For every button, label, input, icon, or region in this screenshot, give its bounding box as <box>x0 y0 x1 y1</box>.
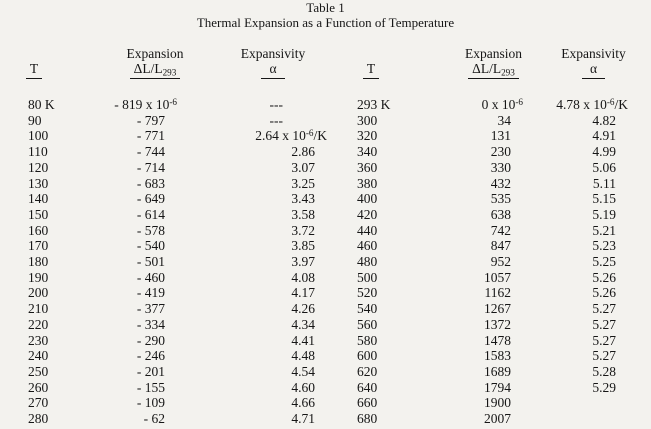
table-cell: - 578 <box>136 222 165 238</box>
table-cell: 4.08 <box>291 269 315 285</box>
table-cell: 535 <box>490 191 511 207</box>
table-cell: 847 <box>490 238 511 254</box>
table-cell: 80 K <box>28 97 55 112</box>
table-row <box>0 223 618 239</box>
header-expansion-right: Expansion <box>465 46 522 61</box>
table-cell: 500 <box>357 269 378 285</box>
table-cell: 5.27 <box>592 332 616 348</box>
table-cell: 420 <box>357 206 378 222</box>
table-cell: 160 <box>28 222 49 238</box>
table-cell: 230 <box>28 332 49 348</box>
table-row <box>0 364 618 380</box>
table-cell: 4.26 <box>291 301 315 317</box>
table-cell: 4.71 <box>291 411 315 427</box>
table-cell: 5.23 <box>592 238 616 254</box>
table-cell: 293 K <box>357 97 391 112</box>
table-cell: - 683 <box>136 175 165 191</box>
table-cell: 230 <box>490 144 511 160</box>
table-cell: - 201 <box>136 363 165 379</box>
table-cell: 2007 <box>484 411 511 427</box>
table-cell: 220 <box>28 316 49 332</box>
table-cell: 3.58 <box>291 206 315 222</box>
table-cell: 1794 <box>484 379 511 395</box>
header-alpha-left: α <box>198 61 348 97</box>
table-cell: 3.07 <box>291 159 315 175</box>
table-cell: 4.17 <box>291 285 315 301</box>
table-cell: 131 <box>490 128 511 144</box>
table-cell: 680 <box>357 411 378 427</box>
table-cell: 620 <box>357 363 378 379</box>
table-cell: 1900 <box>484 395 511 411</box>
table-cell: - 501 <box>136 254 165 270</box>
table-cell: 5.11 <box>592 175 616 191</box>
table-body <box>0 96 628 427</box>
table-cell: 1583 <box>484 348 511 364</box>
table-cell: 5.25 <box>592 254 616 270</box>
table-cell: - 334 <box>136 316 165 332</box>
table-cell: 952 <box>490 254 511 270</box>
table-cell: 4.41 <box>291 332 315 348</box>
table-cell: 4.66 <box>291 395 315 411</box>
table-cell: 1689 <box>484 363 511 379</box>
table-row <box>0 128 618 144</box>
table-number: Table 1 <box>306 0 345 15</box>
table-row <box>0 191 618 207</box>
table-cell: 5.27 <box>592 316 616 332</box>
table-row <box>0 270 618 286</box>
table-row <box>0 333 618 349</box>
table-cell: - 460 <box>136 269 165 285</box>
header-dl-left: $\Delta L/L_{293}$ <box>105 61 205 97</box>
header-expansion-left: Expansion <box>126 46 184 61</box>
table-cell: 4.78 x $10^{-6}/K$ <box>556 96 628 112</box>
table-cell: 0 x $10^{-6}$ <box>481 96 523 112</box>
table-row <box>0 207 618 223</box>
table-cell: 90 <box>28 112 42 128</box>
table-row <box>0 411 618 427</box>
table-cell: 742 <box>490 222 511 238</box>
table-cell: 280 <box>28 411 49 427</box>
table-row <box>0 348 618 364</box>
table-cell: - 109 <box>136 395 165 411</box>
header-dl-right: $\Delta L/L_{293}$ <box>436 61 551 97</box>
table-cell: - 290 <box>136 332 165 348</box>
table-cell: 340 <box>357 144 378 160</box>
header-blank-left <box>0 46 68 61</box>
table-cell: - 744 <box>136 144 165 160</box>
table-cell: 240 <box>28 348 49 364</box>
table-cell: 300 <box>357 112 378 128</box>
header-row-symbols <box>0 61 618 97</box>
table-cell: - 714 <box>136 159 165 175</box>
table-row <box>0 317 618 333</box>
table-cell: 440 <box>357 222 378 238</box>
table-cell: 250 <box>28 363 49 379</box>
table-cell: 210 <box>28 301 49 317</box>
table-row <box>0 301 618 317</box>
table-cell <box>513 395 618 411</box>
table-cell: --- <box>269 112 283 128</box>
table-cell: 4.99 <box>592 144 616 160</box>
table-cell: 180 <box>28 254 49 270</box>
table-cell: - 246 <box>136 348 165 364</box>
table-title-block <box>0 1 651 30</box>
table-cell: - 419 <box>136 285 165 301</box>
table-cell: 4.91 <box>592 128 616 144</box>
table-cell: 580 <box>357 332 378 348</box>
table-cell: 270 <box>28 395 49 411</box>
table-cell: 200 <box>28 285 49 301</box>
table-cell: 5.27 <box>592 301 616 317</box>
table-cell: 5.26 <box>592 269 616 285</box>
table-cell: 5.21 <box>592 222 616 238</box>
table-cell: 638 <box>490 206 511 222</box>
table-cell: 330 <box>490 159 511 175</box>
table-cell: - 540 <box>136 238 165 254</box>
table-cell: - 614 <box>136 206 165 222</box>
table-cell: 170 <box>28 238 49 254</box>
table-row <box>0 97 618 113</box>
header-alpha-right: α <box>541 61 646 97</box>
table-cell: 3.72 <box>291 222 315 238</box>
table-cell: 432 <box>490 175 511 191</box>
table-cell: 130 <box>28 175 49 191</box>
table-cell: 1478 <box>484 332 511 348</box>
table-cell: 3.43 <box>291 191 315 207</box>
table-row <box>0 113 618 129</box>
table-cell: 150 <box>28 206 49 222</box>
table-cell: - 62 <box>143 411 165 427</box>
table-cell: 3.97 <box>291 254 315 270</box>
table-cell: - 155 <box>136 379 165 395</box>
table-cell: 5.29 <box>592 379 616 395</box>
table-cell: 320 <box>357 128 378 144</box>
table-cell: 1267 <box>484 301 511 317</box>
table-cell: 2.86 <box>291 144 315 160</box>
table-cell: 2.64 x $10^{-6}/K$ <box>255 128 327 144</box>
header-expansivity-right: Expansivity <box>561 46 626 61</box>
table-row <box>0 380 618 396</box>
table-cell: 540 <box>357 301 378 317</box>
table-cell: 460 <box>357 238 378 254</box>
table-cell: - 649 <box>136 191 165 207</box>
table-row <box>0 285 618 301</box>
thermal-expansion-table <box>0 46 628 427</box>
table-cell: 1372 <box>484 316 511 332</box>
table-cell: 140 <box>28 191 49 207</box>
header-t-right: T <box>331 61 411 97</box>
table-cell: 100 <box>28 128 49 144</box>
table-cell: 520 <box>357 285 378 301</box>
table-cell: 600 <box>357 348 378 364</box>
table-cell: 4.48 <box>291 348 315 364</box>
table-caption: Thermal Expansion as a Function of Temperature <box>196 14 455 30</box>
table-cell: 1162 <box>484 285 511 301</box>
table-cell <box>513 411 618 427</box>
header-t-left: T <box>0 61 68 97</box>
table-cell: 640 <box>357 379 378 395</box>
table-cell: - 377 <box>136 301 165 317</box>
table-cell: 5.06 <box>592 159 616 175</box>
table-cell: 560 <box>357 316 378 332</box>
table-cell: 5.15 <box>592 191 616 207</box>
table-cell: 4.34 <box>291 316 315 332</box>
table-cell: - 797 <box>136 112 165 128</box>
table-cell: 3.85 <box>291 238 315 254</box>
header-row-words <box>0 46 618 61</box>
table-row <box>0 238 618 254</box>
table-cell: 34 <box>497 112 511 128</box>
header-expansivity-left: Expansivity <box>240 46 306 61</box>
table-cell: 380 <box>357 175 378 191</box>
table-row <box>0 144 618 160</box>
table-cell: 5.19 <box>592 206 616 222</box>
table-row <box>0 160 618 176</box>
table-cell: 5.26 <box>592 285 616 301</box>
table-cell: 660 <box>357 395 378 411</box>
table-cell: 190 <box>28 269 49 285</box>
table-cell: 400 <box>357 191 378 207</box>
table-cell: 110 <box>28 144 48 160</box>
table-cell: 5.28 <box>592 363 616 379</box>
table-cell: 4.54 <box>291 363 315 379</box>
table-cell: 4.60 <box>291 379 315 395</box>
table-row <box>0 254 618 270</box>
table-cell: 260 <box>28 379 49 395</box>
table-cell: 480 <box>357 254 378 270</box>
table-row <box>0 176 618 192</box>
table-cell: - 771 <box>136 128 165 144</box>
header-blank-right <box>331 46 411 61</box>
table-cell: 360 <box>357 159 378 175</box>
table-row <box>0 395 618 411</box>
table-cell: 5.27 <box>592 348 616 364</box>
table-cell: 1057 <box>484 269 511 285</box>
table-cell: 120 <box>28 159 49 175</box>
table-cell: 3.25 <box>291 175 315 191</box>
table-cell: 4.82 <box>592 112 616 128</box>
table-cell: - 819 x $10^{-6}$ <box>114 96 177 112</box>
table-cell: --- <box>269 97 283 112</box>
